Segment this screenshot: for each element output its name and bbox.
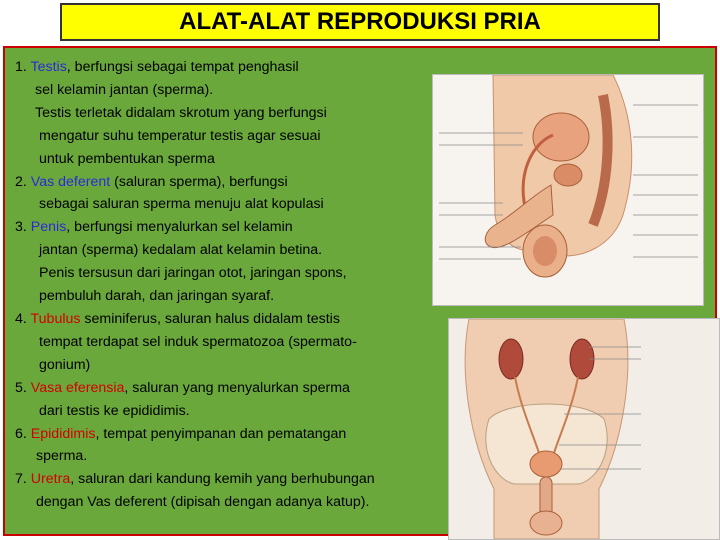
item-continuation: sebagai saluran sperma menuju alat kopulasi bbox=[39, 196, 324, 213]
item-continuation: Penis tersusun dari jaringan otot, jaringan spons, bbox=[39, 265, 347, 282]
term-testis: Testis bbox=[30, 59, 67, 75]
item-continuation: untuk pembentukan sperma bbox=[39, 150, 215, 167]
anatomy-sagittal-figure bbox=[432, 74, 704, 306]
item-continuation: tempat terdapat sel induk spermatozoa (spermato- bbox=[39, 333, 357, 350]
term-penis: Penis bbox=[30, 219, 67, 236]
list-item bbox=[15, 377, 465, 423]
term-vasa-eferensia: Vasa eferensia bbox=[30, 379, 125, 396]
anatomy-frontal-figure bbox=[448, 318, 720, 540]
item-first-line: 2. Vas deferent (saluran sperma), berfungsi bbox=[15, 173, 288, 190]
list-item bbox=[15, 171, 465, 217]
item-continuation: jantan (sperma) kedalam alat kelamin betina. bbox=[39, 242, 323, 259]
term-tubulus: Tubulus bbox=[30, 310, 81, 327]
item-first-line: 7. Uretra, saluran dari kandung kemih yang berhubungan bbox=[15, 471, 375, 488]
list-item bbox=[15, 216, 465, 308]
list-item bbox=[15, 423, 465, 469]
item-continuation: pembuluh darah, dan jaringan syaraf. bbox=[39, 288, 275, 305]
list-item bbox=[15, 308, 465, 377]
item-first-line: 4. Tubulus seminiferus, saluran halus didalam testis bbox=[15, 310, 340, 327]
organ-list bbox=[15, 56, 465, 514]
item-continuation: sel kelamin jantan (sperma). bbox=[35, 81, 214, 98]
anatomy-frontal-illustration bbox=[449, 319, 719, 539]
page-title: ALAT-ALAT REPRODUKSI PRIA bbox=[179, 8, 541, 35]
term-epididimis: Epididimis bbox=[30, 425, 96, 442]
item-continuation: gonium) bbox=[39, 356, 91, 373]
item-continuation: dari testis ke epididimis. bbox=[39, 402, 190, 419]
item-first-line: 3. Penis, berfungsi menyalurkan sel kelamin bbox=[15, 219, 293, 236]
item-first-line: 6. Epididimis, tempat penyimpanan dan pematangan bbox=[15, 425, 347, 442]
list-item bbox=[15, 468, 465, 514]
item-first-line: 1. Testis, berfungsi sebagai tempat penghasil bbox=[15, 59, 299, 75]
term-uretra: Uretra bbox=[30, 471, 71, 488]
item-first-line: 5. Vasa eferensia, saluran yang menyalurkan sperma bbox=[15, 379, 350, 396]
title-box bbox=[60, 3, 660, 41]
list-item bbox=[15, 56, 465, 171]
item-continuation: Testis terletak didalam skrotum yang berfungsi bbox=[35, 104, 327, 121]
anatomy-sagittal-illustration bbox=[433, 75, 703, 305]
item-continuation: dengan Vas deferent (dipisah dengan adanya katup). bbox=[36, 494, 370, 511]
item-continuation: sperma. bbox=[36, 448, 88, 465]
item-continuation: mengatur suhu temperatur testis agar sesuai bbox=[39, 127, 321, 144]
term-vas-deferent: Vas deferent bbox=[30, 173, 111, 190]
